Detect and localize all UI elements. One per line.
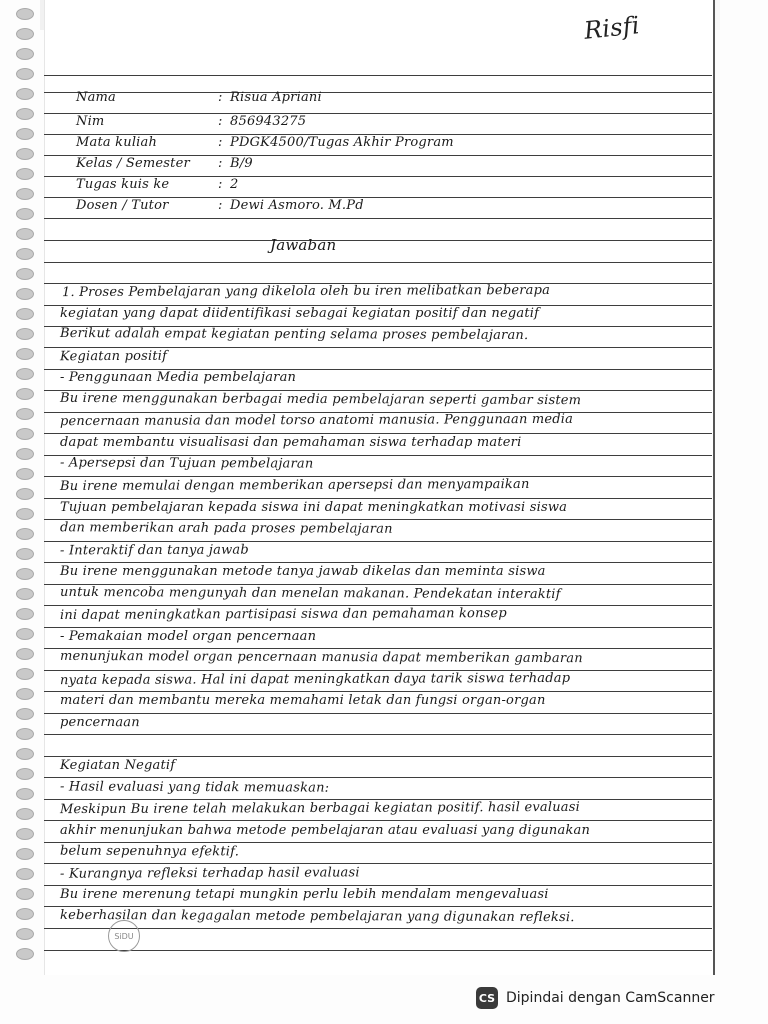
handwritten-line: - Apersepsi dan Tujuan pembelajaran bbox=[59, 455, 314, 472]
binder-hole bbox=[16, 808, 34, 820]
binder-hole bbox=[16, 668, 34, 680]
camscanner-watermark bbox=[476, 984, 756, 1012]
binder-hole bbox=[16, 228, 34, 240]
binder-hole bbox=[16, 168, 34, 180]
binder-hole bbox=[16, 508, 34, 520]
handwritten-line: Kegiatan Negatif bbox=[60, 758, 176, 773]
binder-hole bbox=[16, 868, 34, 880]
header-colon: : bbox=[218, 156, 223, 171]
handwritten-line: Meskipun Bu irene telah melakukan berbagai kegiatan positif. hasil evaluasi bbox=[59, 799, 580, 818]
ruled-line bbox=[44, 92, 712, 93]
header-value: Dewi Asmoro. M.Pd bbox=[230, 198, 364, 213]
header-colon: : bbox=[218, 198, 223, 213]
handwritten-line: Bu irene memulai dengan memberikan apersepsi dan menyampaikan bbox=[59, 476, 530, 495]
ruled-line bbox=[44, 433, 712, 434]
handwritten-line: pencernaan bbox=[59, 714, 140, 731]
binder-hole bbox=[16, 108, 34, 120]
handwritten-line: - Pemakaian model organ pencernaan bbox=[60, 629, 317, 644]
handwritten-line: - Penggunaan Media pembelajaran bbox=[60, 370, 297, 385]
binder-hole bbox=[16, 948, 34, 960]
ruled-line bbox=[44, 113, 712, 114]
ruled-line bbox=[44, 541, 712, 542]
ruled-line bbox=[44, 928, 712, 929]
ruled-line bbox=[44, 627, 712, 628]
binder-hole bbox=[16, 848, 34, 860]
binder-hole bbox=[16, 368, 34, 380]
binder-hole bbox=[16, 128, 34, 140]
binder-hole bbox=[16, 148, 34, 160]
signature: Risfi bbox=[582, 11, 641, 45]
ruled-line bbox=[44, 240, 712, 241]
binder-hole bbox=[16, 828, 34, 840]
binder-hole bbox=[16, 648, 34, 660]
ruled-line bbox=[44, 262, 712, 263]
binder-hole bbox=[16, 788, 34, 800]
ruled-line bbox=[44, 347, 712, 348]
binder-hole bbox=[16, 88, 34, 100]
header-label: Nama bbox=[76, 90, 117, 105]
handwritten-line: Bu irene menggunakan metode tanya jawab dikelas dan meminta siswa bbox=[60, 564, 546, 579]
handwritten-line: materi dan membantu mereka memahami letak dan fungsi organ-organ bbox=[60, 693, 546, 708]
ruled-line bbox=[44, 756, 712, 757]
binder-holes bbox=[8, 0, 44, 980]
binder-hole bbox=[16, 348, 34, 360]
ruled-line bbox=[44, 842, 712, 843]
handwritten-line: akhir menunjukan bahwa metode pembelajaran atau evaluasi yang digunakan bbox=[60, 823, 591, 838]
binder-hole bbox=[16, 608, 34, 620]
binder-hole bbox=[16, 388, 34, 400]
handwritten-line: nyata kepada siswa. Hal ini dapat meningkatkan daya tarik siswa terhadap bbox=[59, 670, 571, 689]
handwritten-line: - Hasil evaluasi yang tidak memuaskan: bbox=[59, 779, 330, 796]
binder-hole bbox=[16, 548, 34, 560]
binder-hole bbox=[16, 928, 34, 940]
header-label: Mata kuliah bbox=[76, 135, 158, 150]
answer-title: Jawaban bbox=[270, 236, 337, 254]
header-value: PDGK4500/Tugas Akhir Program bbox=[230, 135, 454, 150]
handwritten-line: untuk mencoba mengunyah dan menelan makanan. Pendekatan interaktif bbox=[59, 584, 561, 603]
binder-hole bbox=[16, 48, 34, 60]
header-label: Nim bbox=[76, 114, 105, 129]
binder-hole bbox=[16, 8, 34, 20]
ruled-line bbox=[44, 820, 712, 821]
handwritten-line: belum sepenuhnya efektif. bbox=[59, 843, 240, 860]
binder-hole bbox=[16, 628, 34, 640]
header-colon: : bbox=[218, 90, 223, 105]
header-value: 2 bbox=[230, 177, 239, 192]
ruled-line bbox=[44, 713, 712, 714]
handwritten-line: menunjukan model organ pencernaan manusia dapat memberikan gambaran bbox=[59, 648, 583, 667]
ruled-line bbox=[44, 906, 712, 907]
binder-hole bbox=[16, 528, 34, 540]
binder-hole bbox=[16, 268, 34, 280]
handwritten-line: Bu irene merenung tetapi mungkin perlu lebih mendalam mengevaluasi bbox=[60, 887, 549, 902]
ruled-line bbox=[44, 75, 712, 76]
binder-hole bbox=[16, 328, 34, 340]
handwritten-line: Bu irene menggunakan berbagai media pembelajaran seperti gambar sistem bbox=[59, 390, 582, 409]
header-value: 856943275 bbox=[230, 114, 307, 129]
camscanner-icon: CS bbox=[476, 987, 498, 1009]
binder-hole bbox=[16, 208, 34, 220]
handwritten-line: dan memberikan arah pada proses pembelajaran bbox=[59, 520, 393, 537]
ruled-line bbox=[44, 498, 712, 499]
header-label: Tugas kuis ke bbox=[76, 177, 170, 192]
binder-hole bbox=[16, 448, 34, 460]
binder-hole bbox=[16, 728, 34, 740]
ruled-line bbox=[44, 562, 712, 563]
binder-hole bbox=[16, 588, 34, 600]
handwritten-line: dapat membantu visualisasi dan pemahaman siswa terhadap materi bbox=[60, 435, 522, 450]
handwritten-line: 1. Proses Pembelajaran yang dikelola oleh bu iren melibatkan beberapa bbox=[61, 282, 551, 301]
binder-hole bbox=[16, 488, 34, 500]
ruled-line bbox=[44, 218, 712, 219]
header-value: B/9 bbox=[230, 156, 253, 171]
header-value: Risua Apriani bbox=[230, 90, 322, 105]
binder-hole bbox=[16, 748, 34, 760]
binder-hole bbox=[16, 28, 34, 40]
handwritten-line: - Interaktif dan tanya jawab bbox=[59, 542, 249, 559]
handwritten-line: Kegiatan positif bbox=[59, 348, 168, 365]
binder-hole bbox=[16, 68, 34, 80]
ruled-line bbox=[44, 734, 712, 735]
binder-hole bbox=[16, 308, 34, 320]
binder-hole bbox=[16, 408, 34, 420]
header-label: Dosen / Tutor bbox=[76, 198, 169, 213]
binder-hole bbox=[16, 888, 34, 900]
binder-hole bbox=[16, 468, 34, 480]
handwritten-line: keberhasilan dan kegagalan metode pembelajaran yang digunakan refleksi. bbox=[59, 907, 575, 926]
header-colon: : bbox=[218, 177, 223, 192]
handwritten-line: pencernaan manusia dan model torso anatomi manusia. Penggunaan media bbox=[59, 411, 574, 430]
handwritten-line: ini dapat meningkatkan partisipasi siswa dan pemahaman konsep bbox=[59, 606, 507, 623]
binder-hole bbox=[16, 428, 34, 440]
handwritten-line: - Kurangnya refleksi terhadap hasil evaluasi bbox=[59, 865, 360, 882]
binder-hole bbox=[16, 908, 34, 920]
handwritten-line: Berikut adalah empat kegiatan penting selama proses pembelajaran. bbox=[59, 325, 529, 344]
binder-hole bbox=[16, 708, 34, 720]
binder-hole bbox=[16, 568, 34, 580]
handwritten-line: Tujuan pembelajaran kepada siswa ini dapat meningkatkan motivasi siswa bbox=[60, 500, 568, 515]
camscanner-text: Dipindai dengan CamScanner bbox=[506, 990, 715, 1006]
header-label: Kelas / Semester bbox=[76, 156, 190, 171]
binder-hole bbox=[16, 288, 34, 300]
ruled-line bbox=[44, 950, 712, 951]
handwritten-line: kegiatan yang dapat diidentifikasi sebagai kegiatan positif dan negatif bbox=[60, 306, 540, 321]
binder-hole bbox=[16, 768, 34, 780]
header-colon: : bbox=[218, 135, 223, 150]
ruled-line bbox=[44, 777, 712, 778]
ruled-line bbox=[44, 863, 712, 864]
sidu-stamp-logo: SiDU bbox=[108, 920, 140, 952]
binder-hole bbox=[16, 188, 34, 200]
binder-hole bbox=[16, 688, 34, 700]
header-colon: : bbox=[218, 114, 223, 129]
ruled-line bbox=[44, 885, 712, 886]
ruled-line bbox=[44, 691, 712, 692]
binder-hole bbox=[16, 248, 34, 260]
